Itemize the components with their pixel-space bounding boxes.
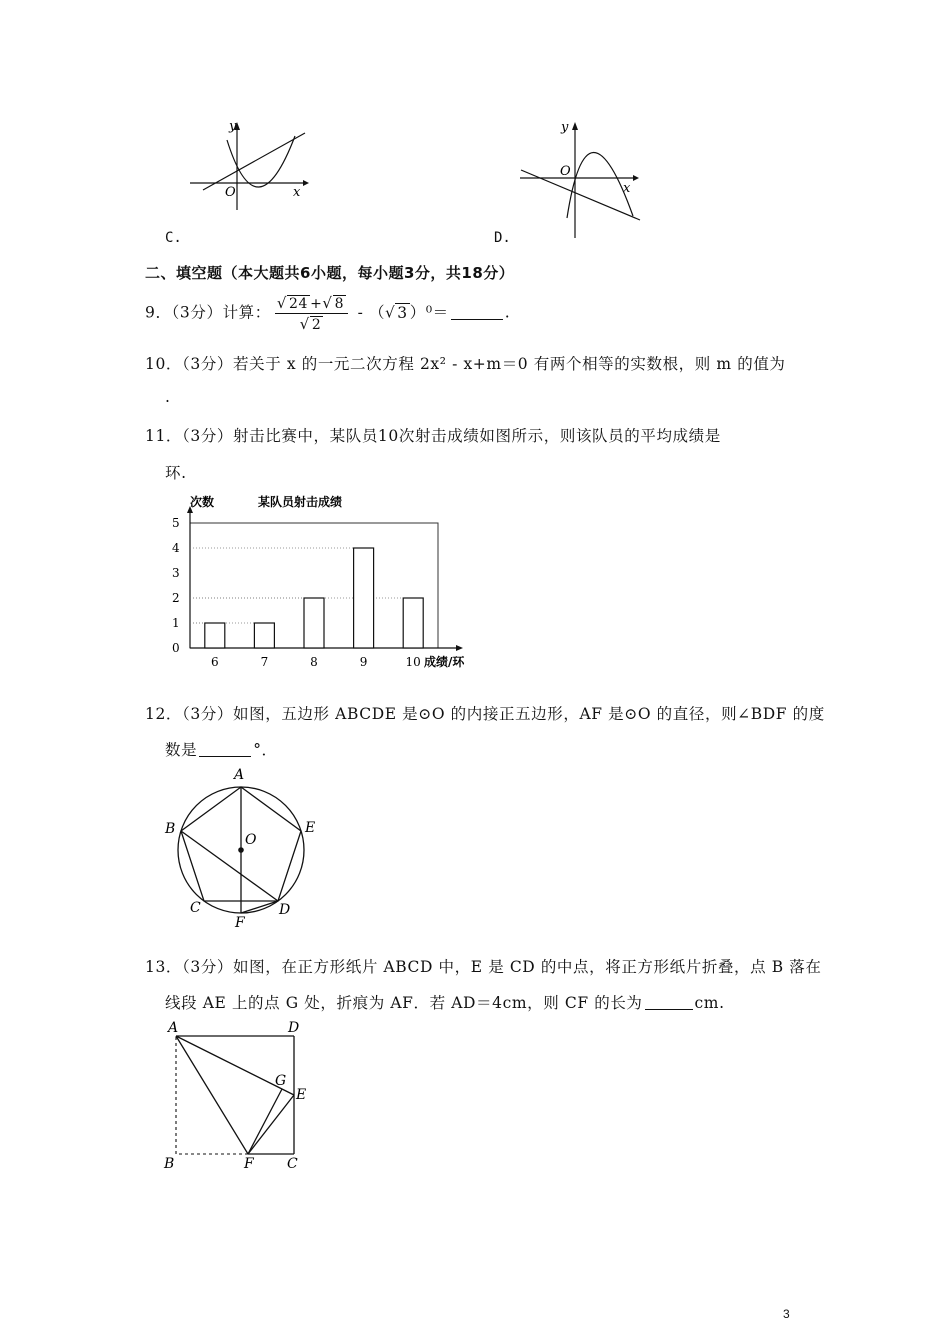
- square-label-a: A: [168, 1020, 179, 1036]
- option-d-label: D.: [494, 230, 511, 246]
- pentagon-label-f: F: [235, 915, 245, 930]
- q9-suffix: ）⁰＝: [409, 303, 449, 322]
- pentagon-circle-figure: [160, 762, 340, 930]
- question-13-line1: 13．（3分）如图，在正方形纸片 ABCD 中，E 是 CD 的中点，将正方形纸片折叠，点 B 落在: [145, 958, 822, 976]
- chart-x-tick-label: 6: [210, 655, 219, 669]
- chart-x-axis-arrow: [456, 645, 463, 651]
- q9-radicand-b: 8: [334, 296, 345, 312]
- chart-y-tick-label: 3: [172, 566, 180, 580]
- square-label-b: B: [164, 1156, 175, 1172]
- q9-fraction: $\frac{√ 24 +√ 8}{√ 2}$: [275, 294, 348, 333]
- pentagon-label-o: O: [245, 832, 257, 848]
- option-c-label: C.: [165, 230, 182, 246]
- option-d-origin-label: O: [560, 164, 571, 179]
- pentagon-label-d: D: [279, 902, 291, 918]
- question-10-line2: .: [165, 388, 171, 406]
- square-label-f: F: [244, 1156, 254, 1172]
- q9-answer-blank: [451, 305, 503, 320]
- question-12-line1: 12．（3分）如图，五边形 ABCDE 是⊙O 的内接正五边形，AF 是⊙O 的直径，则∠BDF 的度: [145, 705, 825, 723]
- q13-prefix: 线段 AE 上的点 G 处，折痕为 AF．若 AD＝4cm，则 CF 的长为: [165, 994, 643, 1012]
- option-d-x-label: x: [623, 181, 631, 196]
- q9-radicand-den: 2: [311, 317, 322, 333]
- chart-bar: [354, 548, 374, 648]
- chart-xlabel: 成绩/环: [424, 655, 465, 669]
- q9-mid: - （: [352, 303, 386, 322]
- option-c-x-label: x: [293, 185, 301, 200]
- question-10-line1: 10．（3分）若关于 x 的一元二次方程 2x² - x+m＝0 有两个相等的实数根，则 m 的值为: [145, 355, 786, 373]
- chart-y-tick-label: 4: [172, 541, 180, 555]
- q9-end: .: [504, 303, 511, 322]
- q9-root3: 3: [397, 303, 408, 322]
- chart-bar: [254, 623, 274, 648]
- option-c-origin-label: O: [225, 185, 236, 200]
- chart-y-tick-label: 2: [172, 591, 180, 605]
- q9-plus: +: [310, 296, 323, 312]
- question-11-line2: 环.: [165, 464, 187, 482]
- square-label-g: G: [275, 1073, 287, 1089]
- q9-radicand-a: 24: [289, 296, 309, 312]
- pentagon-label-e: E: [305, 820, 316, 836]
- question-12-line2: [165, 738, 278, 760]
- option-c-y-label: y: [229, 119, 237, 134]
- q12-prefix: 数是: [165, 741, 198, 759]
- page-number: 3: [783, 1307, 790, 1321]
- chart-ylabel: 次数: [190, 495, 215, 509]
- square-label-e: E: [296, 1087, 307, 1103]
- q12-suffix: °．: [253, 741, 278, 759]
- option-d-y-label: y: [561, 120, 569, 135]
- chart-bar: [304, 598, 324, 648]
- square-label-d: D: [288, 1020, 300, 1036]
- option-c-graph: [185, 118, 315, 213]
- chart-y-tick-label: 1: [172, 616, 180, 630]
- chart-y-tick-label: 5: [172, 516, 180, 530]
- section-title: 二、填空题（本大题共6小题，每小题3分，共18分）: [145, 264, 515, 282]
- question-11-line1: 11．（3分）射击比赛中，某队员10次射击成绩如图所示，则该队员的平均成绩是: [145, 427, 721, 445]
- q9-prefix: 9．（3分）计算：: [145, 303, 271, 322]
- chart-bar: [205, 623, 225, 648]
- pentagon-label-c: C: [190, 900, 201, 916]
- square-fold-figure: [160, 1016, 320, 1176]
- pentagon-label-b: B: [165, 821, 176, 837]
- chart-x-tick-label: 7: [260, 655, 269, 669]
- option-d-graph: [515, 118, 650, 240]
- chart-x-tick-label: 8: [310, 655, 318, 669]
- chart-bar: [403, 598, 423, 648]
- square-label-c: C: [287, 1156, 298, 1172]
- chart-x-tick-label: 10: [405, 655, 421, 669]
- chart-x-tick-label: 9: [359, 655, 368, 669]
- question-13-line2: [165, 991, 725, 1013]
- q13-suffix: cm.: [694, 994, 725, 1012]
- pentagon-label-a: A: [234, 767, 245, 783]
- q12-answer-blank: [199, 742, 251, 757]
- chart-y-tick-label: 0: [172, 641, 180, 655]
- chart-title: 某队员射击成绩: [258, 495, 343, 509]
- q13-answer-blank: [645, 995, 693, 1010]
- shooting-score-bar-chart: [160, 488, 480, 673]
- question-9: 9．（3分）计算： $\frac{√ 24 +√ 8}{√ 2}$ - （√ 3 ）⁰＝ .: [145, 294, 511, 333]
